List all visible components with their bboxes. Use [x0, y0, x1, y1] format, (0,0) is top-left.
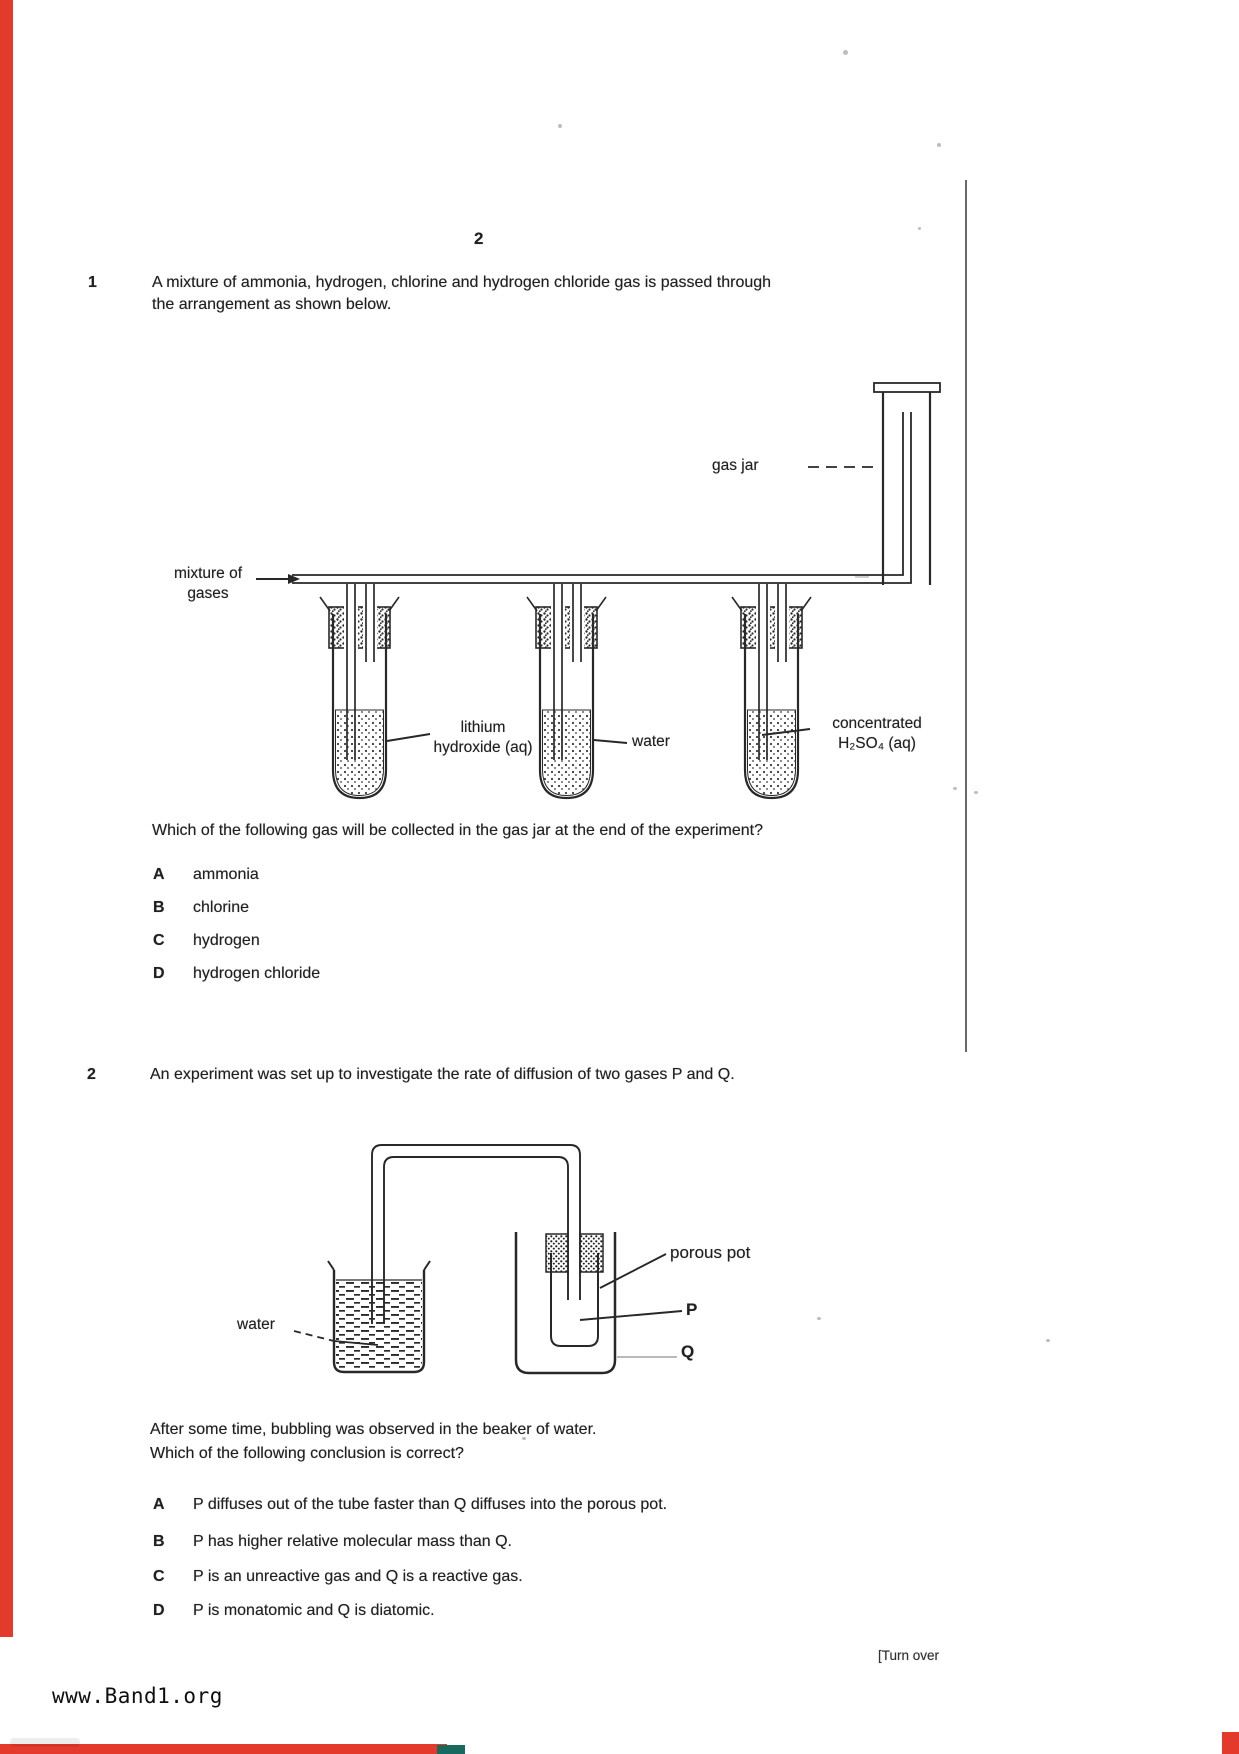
speck: [855, 576, 869, 578]
q1-option-b-text: chlorine: [193, 899, 250, 916]
page-number: 2: [474, 229, 484, 248]
speck: [1046, 1339, 1050, 1342]
porous-pot-drawing: [546, 1233, 603, 1346]
q2-option-a-letter: A: [153, 1496, 165, 1513]
q1-option-d-letter: D: [153, 965, 165, 982]
watermark-url: www.Band1.org: [52, 1684, 223, 1708]
speck: [974, 791, 978, 794]
question1-stem-line1: A mixture of ammonia, hydrogen, chlorine and hydrogen chloride gas is passed through: [152, 274, 772, 291]
label-acid-line1: concentrated: [832, 715, 922, 732]
diffusion-apparatus-diagram: [230, 1140, 745, 1385]
wash-tube-water: [527, 584, 606, 798]
q2-option-d-text: P is monatomic and Q is diatomic.: [193, 1602, 435, 1619]
scan-smudge: [10, 1738, 80, 1747]
question1-number: 1: [88, 274, 97, 291]
label-lithium-hydroxide: lithium hydroxide (aq): [433, 719, 533, 756]
speck: [953, 787, 957, 790]
question2-number: 2: [87, 1066, 96, 1083]
q1-option-c-text: hydrogen: [193, 932, 260, 949]
q1-option-b-letter: B: [153, 899, 165, 916]
q2-option-c-text: P is an unreactive gas and Q is a reactive gas.: [193, 1568, 523, 1585]
speck: [817, 1317, 821, 1320]
question2-stem: An experiment was set up to investigate the rate of diffusion of two gases P and Q.: [150, 1066, 735, 1083]
gas-jar-drawing: [874, 383, 940, 585]
turn-over-note: [Turn over: [878, 1648, 940, 1663]
q2-option-c-letter: C: [153, 1568, 165, 1585]
leader-water: [594, 740, 627, 743]
label-gas-p: P: [686, 1300, 698, 1319]
beaker-drawing: [328, 1261, 430, 1372]
leader-lithium: [387, 734, 430, 741]
label-gas-jar: gas jar: [712, 457, 759, 474]
question2-text: Which of the following conclusion is correct?: [150, 1445, 464, 1462]
connecting-pipe: [292, 412, 911, 583]
label-concentrated-acid: [812, 714, 942, 754]
q2-option-a-text: P diffuses out of the tube faster than Q diffuses into the porous pot.: [193, 1496, 668, 1513]
question2-observation: After some time, bubbling was observed in the beaker of water.: [150, 1421, 597, 1438]
label-gas-q: Q: [681, 1342, 695, 1361]
q1-option-d-text: hydrogen chloride: [193, 965, 321, 982]
wash-tube-acid: [732, 584, 811, 798]
q1-option-a-letter: A: [153, 866, 165, 883]
scan-edge-stripe-left: [0, 0, 13, 1637]
leader-porous-pot: [600, 1254, 666, 1288]
question1-stem-line2: the arrangement as shown below.: [152, 296, 392, 313]
question1-text: Which of the following gas will be collected in the gas jar at the end of the experiment?: [152, 822, 764, 839]
wash-tube-lithium-hydroxide: [320, 584, 399, 798]
label-porous-pot: porous pot: [670, 1243, 751, 1262]
label-water-q1: water: [632, 733, 670, 750]
speck: [558, 124, 562, 128]
label-water-q2: water: [237, 1316, 275, 1333]
page-fold-line: [965, 180, 967, 1052]
leader-p: [580, 1311, 682, 1320]
q2-option-b-text: P has higher relative molecular mass than Q.: [193, 1533, 512, 1550]
q1-option-a-text: ammonia: [193, 866, 259, 883]
scan-mark-bottom-right: [1222, 1732, 1239, 1754]
speck: [918, 227, 921, 230]
speck: [937, 143, 941, 147]
scan-mark-teal: [437, 1745, 465, 1754]
speck: [843, 50, 848, 55]
q1-option-c-letter: C: [153, 932, 165, 949]
label-acid-line2: H₂SO₄ (aq): [838, 735, 916, 752]
label-mixture-of-gases: mixture of gases: [173, 565, 243, 602]
q2-option-d-letter: D: [153, 1602, 165, 1619]
q2-option-b-letter: B: [153, 1533, 165, 1550]
speck: [522, 1437, 526, 1440]
